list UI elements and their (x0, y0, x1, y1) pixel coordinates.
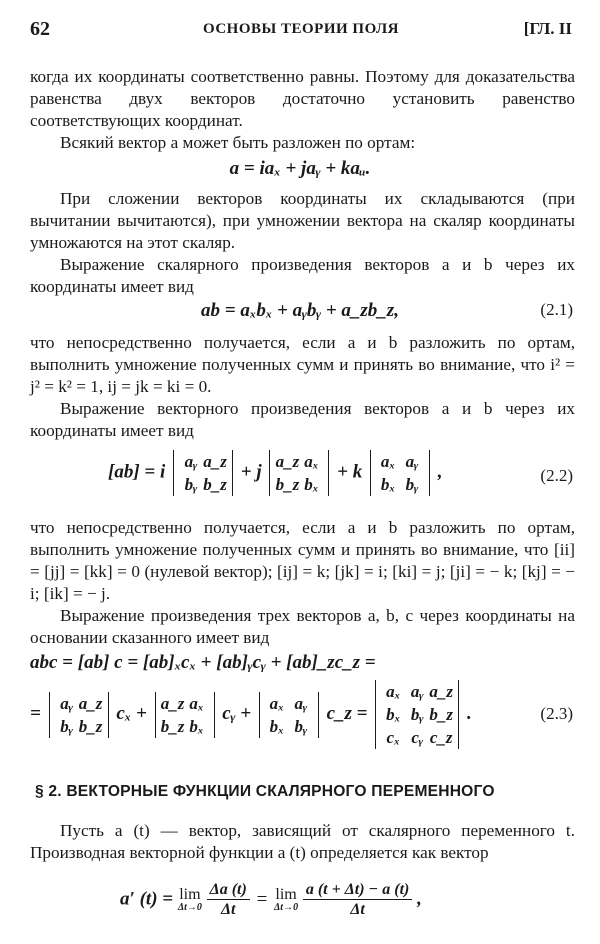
eq23-term-2: cᵧ + (222, 702, 252, 724)
determinant-cell: a_z (203, 452, 227, 471)
equation-derivative-body (120, 880, 422, 919)
determinant-row (275, 473, 323, 496)
chapter-label: [ГЛ. II (523, 19, 572, 38)
paragraph-9: Пусть a (t) — вектор, зависящий от скалярного переменного t. Производная векторной функции a (t) определяется как вектор (30, 821, 575, 862)
equation-2-2-number: (2.2) (540, 466, 573, 485)
eq23-end: . (466, 702, 472, 724)
paragraph-6: Выражение векторного произведения векторов a и b через их координаты имеет вид (30, 399, 575, 440)
determinant-row (265, 692, 313, 715)
determinant-cell: aₓ (304, 452, 319, 471)
determinant-row (376, 473, 424, 496)
determinant-row (376, 450, 424, 473)
determinant (49, 692, 109, 738)
eq23-term-3: c_z = (326, 702, 368, 724)
equation-2-3-line-2 (0, 680, 600, 756)
determinant-cell: aᵧ (410, 682, 424, 701)
limit-2 (274, 887, 298, 913)
determinant-cell: bᵧ (405, 475, 419, 494)
limit-2-label: lim (275, 885, 297, 903)
limit-2-sub: Δt→0 (274, 901, 299, 913)
determinant (269, 450, 329, 496)
deriv-lhs: a′ (t) = (120, 888, 174, 910)
determinant (370, 450, 430, 496)
paragraph-8: Выражение произведения трех векторов a, b, c через координаты на основании сказанного имеет вид (30, 606, 575, 647)
equation-2-2-body: [ab] = i aᵧ a_z bᵧ b_z + j a_z aₓ b_z bₓ + k aₓ aᵧ bₓ bᵧ , (108, 452, 443, 494)
determinant-cell: bᵧ (410, 705, 424, 724)
equation-derivative (0, 880, 600, 924)
determinant-row (275, 450, 323, 473)
deriv-end: , (417, 888, 422, 910)
determinant-cell: aₓ (269, 693, 284, 713)
determinant (173, 450, 233, 496)
equation-2-1-number: (2.1) (540, 300, 573, 319)
paragraph-3: При сложении векторов координаты их складываются (при вычитании вычитаются), при умножении вектора на скаляр координаты умножаются на этот скаляр. (30, 189, 575, 252)
determinant-cell: b_z (203, 475, 227, 494)
determinant-cell: a_z (78, 693, 103, 713)
determinant-cell: aᵧ (60, 693, 73, 713)
determinant-cell: aₓ (189, 693, 204, 713)
determinant-cell: b_z (275, 475, 300, 494)
determinant-row (381, 703, 453, 726)
equation-2-2 (0, 450, 600, 506)
determinant-row (161, 715, 209, 738)
eq23-lead: = (30, 702, 41, 724)
determinant-cell: bᵧ (294, 716, 308, 736)
determinant-cell: cₓ (386, 728, 400, 747)
determinant-row (265, 715, 313, 738)
determinant-cell: a_z (160, 693, 185, 713)
fraction-2-numerator: a (t + Δt) − a (t) (303, 880, 413, 900)
determinant-cell: cᵧ (411, 728, 424, 747)
running-header (30, 18, 572, 42)
determinant-cell: aₓ (380, 452, 396, 471)
paragraph-4: Выражение скалярного произведения векторов a и b через их координаты имеет вид (30, 255, 575, 296)
determinant-cell: c_z (429, 728, 453, 747)
determinant (375, 680, 459, 749)
determinant-row (55, 692, 103, 715)
paragraph-2: Всякий вектор a может быть разложен по ортам: (60, 133, 416, 152)
paragraph-1: когда их координаты соответственно равны. Поэтому для доказательства равенства двух векторов достаточно установить равенство соответствующих координат. (30, 67, 575, 130)
determinant (155, 692, 215, 738)
determinant-cell: bₓ (380, 475, 396, 494)
equation-2-3-body (30, 680, 472, 749)
limit-1-sub: Δt→0 (177, 901, 202, 913)
equation-decomposition-text: a = iaₓ + jaᵧ + kaᵤ. (229, 158, 371, 179)
determinant-cell: bₓ (269, 716, 284, 736)
determinant-row (179, 473, 227, 496)
limit-1-label: lim (179, 885, 201, 903)
eq23-term-1: cₓ + (116, 702, 147, 724)
eq22-plus-j: + j (240, 461, 262, 483)
determinant-cell: b_z (160, 716, 185, 736)
determinant-cell: b_z (78, 716, 103, 736)
determinant-cell: bₓ (189, 716, 204, 736)
determinant-cell: a_z (429, 682, 454, 701)
determinant-row (55, 715, 103, 738)
determinant-cell: aₓ (386, 682, 401, 701)
running-title: ОСНОВЫ ТЕОРИИ ПОЛЯ (202, 21, 400, 37)
determinant-cell: bₓ (386, 705, 401, 724)
determinant-cell: aᵧ (294, 693, 308, 713)
fraction-2 (303, 880, 413, 919)
fraction-1-denominator: Δt (221, 901, 236, 918)
determinant-cell: bᵧ (60, 716, 73, 736)
determinant-cell: aᵧ (405, 452, 419, 471)
fraction-1 (207, 880, 250, 919)
section-heading: § 2. ВЕКТОРНЫЕ ФУНКЦИИ СКАЛЯРНОГО ПЕРЕМЕННОГО (35, 783, 495, 800)
determinant-cell: bᵧ (184, 475, 198, 494)
determinant-row (179, 450, 227, 473)
fraction-2-denominator: Δt (350, 901, 365, 918)
determinant-row (381, 726, 453, 749)
eq22-lhs: [ab] = i (108, 461, 166, 483)
determinant-cell: b_z (429, 705, 454, 724)
determinant-cell: a_z (275, 452, 300, 471)
equation-2-3-number: (2.3) (540, 704, 573, 723)
determinant-cell: aᵧ (184, 452, 198, 471)
deriv-equals: = (256, 888, 268, 910)
fraction-1-numerator: Δa (t) (207, 880, 250, 900)
paragraph-5: что непосредственно получается, если a и b разложить по ортам, выполнить умножение полученных сумм и принять во внимание, что i² = j² = k² = 1, ij = jk = ki = 0. (30, 333, 575, 396)
equation-2-1-text: ab = aₓbₓ + aᵧbᵧ + a_zb_z, (201, 300, 399, 321)
limit-1 (178, 887, 202, 913)
determinant-cell: bₓ (304, 475, 319, 494)
eq23-line1-text: abc = [ab] c = [ab]ₓcₓ + [ab]ᵧcᵧ + [ab]_zc_z = (30, 652, 376, 673)
paragraph-7: что непосредственно получается, если a и b разложить по ортам, выполнить умножение полученных сумм и принять во внимание, что [ii] = [jj] = [kk] = 0 (нулевой вектор); [ij] = k; [jk] = i; [ki] = j; [ji] = − k; [kj] = − i; [ik] = − j. (30, 518, 575, 603)
page-number: 62 (30, 18, 50, 40)
determinant (259, 692, 319, 738)
eq22-plus-k: + k (337, 461, 363, 483)
determinant-row (161, 692, 209, 715)
determinant-row (381, 680, 453, 703)
